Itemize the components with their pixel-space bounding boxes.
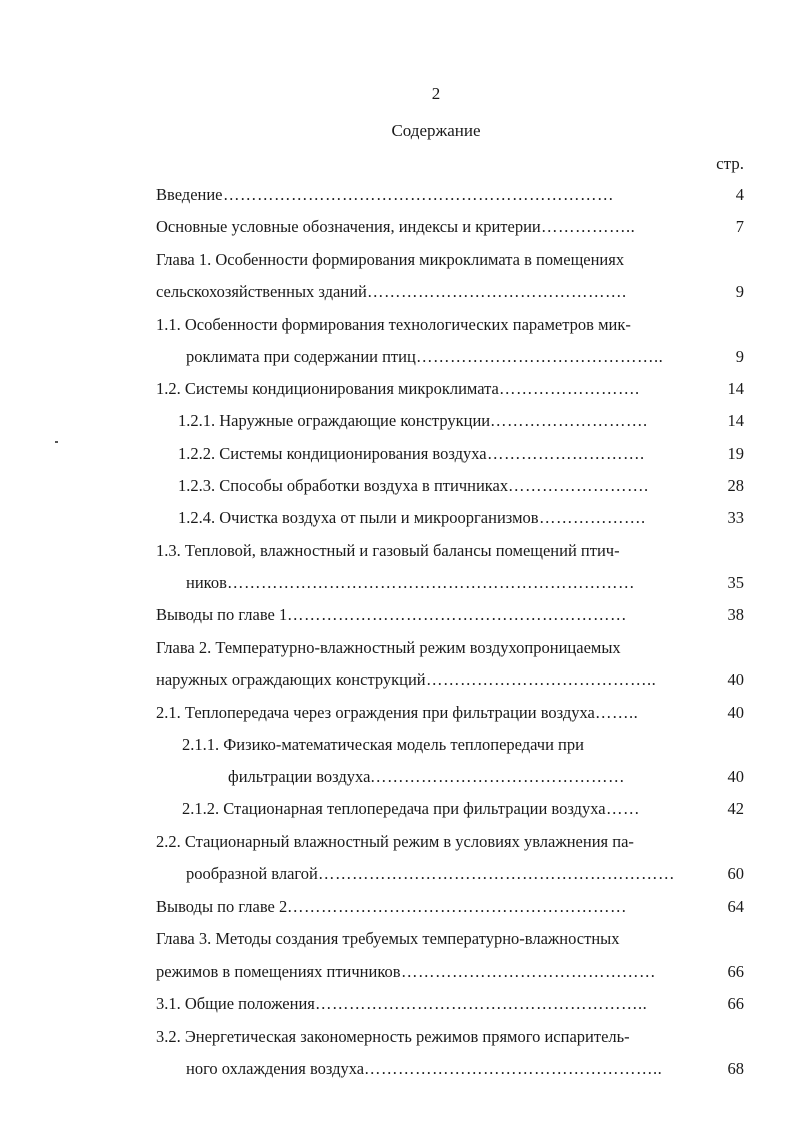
- toc-entry-page: 28: [727, 476, 744, 495]
- toc-entry: [156, 313, 744, 337]
- toc-entry-title: 3.1. Общие положения: [156, 994, 315, 1013]
- toc-entry: [156, 215, 744, 239]
- toc-entry-title: сельскохозяйственных зданий: [156, 282, 367, 301]
- toc-entry-title: 3.2. Энергетическая закономерность режимов прямого испаритель-: [156, 1027, 630, 1046]
- toc-entry-title: 1.3. Тепловой, влажностный и газовый балансы помещений птич-: [156, 541, 620, 560]
- toc-entry-page: 40: [727, 767, 744, 786]
- toc-entry: [156, 409, 744, 433]
- toc-entry-page: 9: [735, 282, 744, 301]
- toc-entry-title: наружных ограждающих конструкций: [156, 670, 426, 689]
- toc-entry-leader: ……………………….: [487, 444, 645, 463]
- toc-entry-leader: ………………………………………: [401, 962, 656, 981]
- toc-entry-title: Глава 2. Температурно-влажностный режим воздухопроницаемых: [156, 638, 621, 657]
- toc-title: Содержание: [391, 121, 481, 140]
- toc-entry: [156, 960, 744, 984]
- toc-entry-title: 2.2. Стационарный влажностный режим в условиях увлажнения па-: [156, 832, 634, 851]
- toc-entry-page: 42: [727, 799, 744, 818]
- toc-entry-page: 68: [727, 1059, 744, 1078]
- toc-entry-leader: ……: [606, 799, 640, 818]
- toc-entry-title: 1.2.4. Очистка воздуха от пыли и микроорганизмов: [178, 508, 539, 527]
- toc-entry: [156, 733, 744, 757]
- toc-entry-title: Основные условные обозначения, индексы и критерии: [156, 217, 541, 236]
- toc-entry-title: 2.1.1. Физико-математическая модель теплопередачи при: [182, 735, 584, 754]
- toc-entry-title: 1.1. Особенности формирования технологических параметров мик-: [156, 315, 631, 334]
- toc-entry-leader: ……..: [595, 703, 639, 722]
- toc-entry-page: 35: [727, 573, 744, 592]
- toc-entry: [156, 571, 744, 595]
- toc-entry: [156, 506, 744, 530]
- toc-entry-title: 1.2.2. Системы кондиционирования воздуха: [178, 444, 487, 463]
- toc-entry: [156, 668, 744, 692]
- toc-entry: [156, 183, 744, 207]
- toc-entry-page: 40: [727, 670, 744, 689]
- toc-entry: [156, 442, 744, 466]
- toc-entry: [156, 1057, 744, 1081]
- toc-entry: [156, 927, 744, 951]
- toc-entry: [156, 862, 744, 886]
- toc-entry: [156, 701, 744, 725]
- toc-entry-title: Введение: [156, 185, 223, 204]
- toc-entry-title: 2.1. Теплопередача через ограждения при фильтрации воздуха: [156, 703, 595, 722]
- toc-entry-title: рообразной влагой: [186, 864, 318, 883]
- toc-entry-page: 66: [727, 962, 744, 981]
- toc-entry: [156, 636, 744, 660]
- toc-entry-leader: ……………..: [541, 217, 636, 236]
- toc-entry: [156, 603, 744, 627]
- scan-speck: [55, 441, 58, 443]
- toc-entry-leader: ……………………………………….: [367, 282, 627, 301]
- toc-entry-title: 1.2. Системы кондиционирования микроклимата: [156, 379, 499, 398]
- toc-entry-title: Выводы по главе 1: [156, 605, 288, 624]
- toc-entry-leader: ………………………………………………………: [318, 864, 675, 883]
- toc-entry-title: 1.2.1. Наружные ограждающие конструкции: [178, 411, 491, 430]
- toc-entry-leader: ……………………………………………..: [364, 1059, 663, 1078]
- page-column-label: стр.: [716, 154, 744, 173]
- toc-entry-page: 64: [727, 897, 744, 916]
- page-number: 2: [431, 84, 441, 103]
- toc-entry: [156, 345, 744, 369]
- toc-entry-leader: ……………………………………………………………: [223, 185, 614, 204]
- toc-entry-title: 1.2.3. Способы обработки воздуха в птичниках: [178, 476, 509, 495]
- toc-entry-title: режимов в помещениях птичников: [156, 962, 401, 981]
- toc-entry: [156, 1025, 744, 1049]
- toc-entry-title: фильтрации воздуха: [228, 767, 371, 786]
- toc-entry-leader: ……………………….: [490, 411, 648, 430]
- toc-entry-title: Глава 1. Особенности формирования микроклимата в помещениях: [156, 250, 625, 269]
- toc-entry-leader: ……………………………………………………: [287, 605, 627, 624]
- toc-entry-leader: ………………………………………………………………: [227, 573, 635, 592]
- toc-entry-leader: ……………………………………..: [416, 347, 664, 366]
- toc-entry: [156, 539, 744, 563]
- toc-entry: [156, 830, 744, 854]
- toc-entry-leader: …………………………………………………..: [315, 994, 648, 1013]
- toc-entry-title: Глава 3. Методы создания требуемых температурно-влажностных: [156, 929, 620, 948]
- toc-entry-page: 7: [735, 217, 744, 236]
- toc-entry-title: Выводы по главе 2: [156, 897, 288, 916]
- toc-entry-page: 38: [727, 605, 744, 624]
- toc-entry: [156, 280, 744, 304]
- toc-entry-page: 33: [727, 508, 744, 527]
- toc-entry-leader: …………………………………..: [426, 670, 657, 689]
- toc-entry-leader: ……………………………………………………: [287, 897, 627, 916]
- toc-entry: [156, 895, 744, 919]
- toc-entry-title: ного охлаждения воздуха: [186, 1059, 365, 1078]
- toc-entry-page: 4: [735, 185, 744, 204]
- toc-entry-title: ников: [186, 573, 227, 592]
- toc-entry: [156, 797, 744, 821]
- toc-entry: [156, 992, 744, 1016]
- toc-entry-page: 14: [727, 411, 744, 430]
- toc-entry-page: 9: [735, 347, 744, 366]
- toc-entry-page: 66: [727, 994, 744, 1013]
- toc-entry-leader: ………………………………………: [370, 767, 625, 786]
- toc-entry-leader: …………………….: [499, 379, 640, 398]
- toc-entry-page: 60: [727, 864, 744, 883]
- toc-entry: [156, 248, 744, 272]
- toc-entry-leader: ……………….: [539, 508, 646, 527]
- toc-entry-page: 40: [727, 703, 744, 722]
- toc-entry-page: 14: [727, 379, 744, 398]
- toc-entry-leader: …………………….: [508, 476, 649, 495]
- toc-entry: [156, 474, 744, 498]
- toc-entry-page: 19: [727, 444, 744, 463]
- toc-entry-title: роклимата при содержании птиц: [186, 347, 416, 366]
- toc-entry: [156, 765, 744, 789]
- toc-entry-title: 2.1.2. Стационарная теплопередача при фильтрации воздуха: [182, 799, 606, 818]
- toc-entry: [156, 377, 744, 401]
